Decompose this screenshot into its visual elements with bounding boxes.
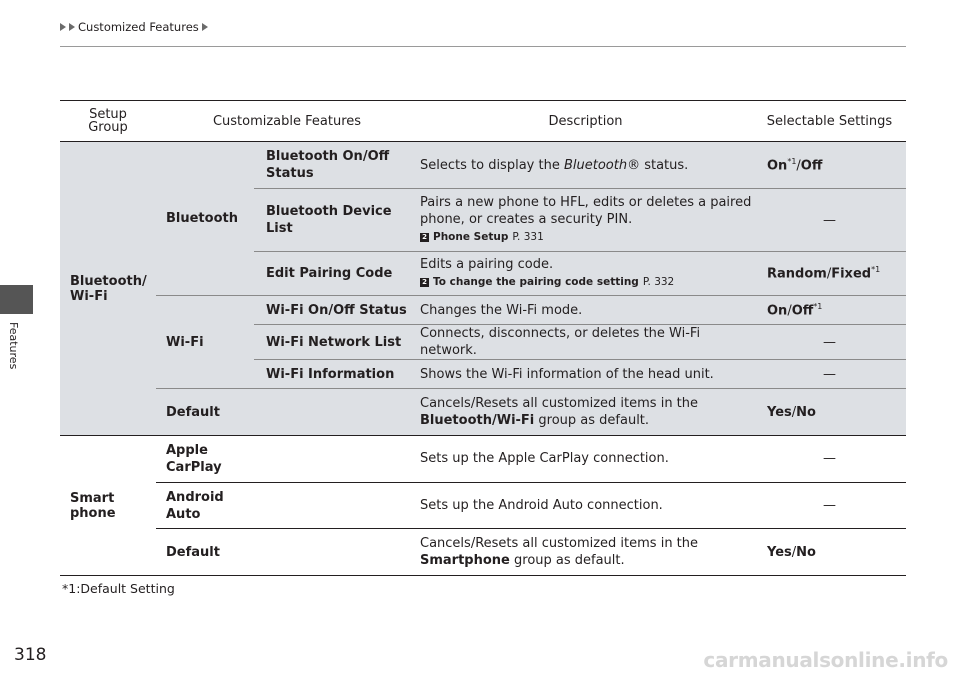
page-number: 318 (14, 645, 47, 665)
footnote: *1:Default Setting (62, 581, 175, 596)
setting-wifi-information: — (753, 360, 906, 389)
settings-table (60, 100, 906, 576)
desc-apple-carplay: Sets up the Apple CarPlay connection. (418, 436, 753, 483)
desc-smartphone-default: Cancels/Resets all customized items in the Smartphone group as default. (418, 529, 753, 576)
table-row (60, 436, 906, 483)
header-features: Customizable Features (156, 101, 418, 142)
arrow-icon (60, 23, 66, 31)
breadcrumb-section[interactable]: Customized Features (78, 20, 199, 34)
setting-edit-pairing-code: Random/Fixed$^{*1}$ (753, 252, 906, 296)
reference-icon: 2 (420, 233, 429, 242)
cross-reference[interactable]: 2 To change the pairing code setting P. 332 (420, 274, 753, 291)
table-row (60, 296, 906, 325)
header-description: Description (418, 101, 753, 142)
desc-wifi-onoff: Changes the Wi-Fi mode. (418, 296, 753, 325)
desc-wifi-information: Shows the Wi-Fi information of the head unit. (418, 360, 753, 389)
setting-wifi-onoff: On/Off$^{*1}$ (753, 296, 906, 325)
header-settings: Selectable Settings (753, 101, 906, 142)
feature-bt-device-list: Bluetooth Device List (254, 189, 418, 252)
arrow-icon (202, 23, 208, 31)
arrow-icon (69, 23, 75, 31)
setting-bt-device-list: — (753, 189, 906, 252)
side-label: Features (7, 322, 20, 370)
setting-apple-carplay: — (753, 436, 906, 483)
table-row (60, 529, 906, 576)
section-tab[interactable] (0, 285, 33, 314)
desc-default: Cancels/Resets all customized items in the Bluetooth/Wi-Fi group as default. (418, 389, 753, 436)
group-bluetooth-wifi: Bluetooth/ Wi-Fi (60, 142, 156, 436)
table-row (60, 483, 906, 529)
desc-bt-onoff: Selects to display the Bluetooth® status. (418, 142, 753, 189)
setting-wifi-network-list: — (753, 325, 906, 360)
feature-wifi: Wi-Fi (156, 296, 254, 389)
setting-android-auto: — (753, 483, 906, 529)
feature-apple-carplay: Apple CarPlay (156, 436, 418, 483)
table-header (60, 101, 906, 142)
desc-android-auto: Sets up the Android Auto connection. (418, 483, 753, 529)
desc-edit-pairing-code: Edits a pairing code. 2 To change the pairing code setting P. 332 (418, 252, 753, 296)
setting-bt-onoff: On$^{*1}$/Off (753, 142, 906, 189)
header-rule (60, 46, 906, 47)
feature-wifi-information: Wi-Fi Information (254, 360, 418, 389)
setting-default: Yes/No (753, 389, 906, 436)
feature-smartphone-default: Default (156, 529, 418, 576)
feature-wifi-network-list: Wi-Fi Network List (254, 325, 418, 360)
breadcrumb (60, 20, 208, 34)
reference-icon: 2 (420, 278, 429, 287)
feature-bt-onoff: Bluetooth On/Off Status (254, 142, 418, 189)
table-row (60, 142, 906, 189)
feature-wifi-onoff: Wi-Fi On/Off Status (254, 296, 418, 325)
cross-reference[interactable]: 2 Phone Setup P. 331 (420, 229, 753, 246)
header-setup-group: Setup Group (60, 101, 156, 142)
feature-default: Default (156, 389, 418, 436)
desc-bt-device-list: Pairs a new phone to HFL, edits or deletes a paired phone, or creates a security PIN. 2 Phone Setup P. 331 (418, 189, 753, 252)
feature-bluetooth: Bluetooth (156, 142, 254, 296)
group-smartphone: Smart phone (60, 436, 156, 576)
desc-wifi-network-list: Connects, disconnects, or deletes the Wi-Fi network. (418, 325, 753, 360)
setting-smartphone-default: Yes/No (753, 529, 906, 576)
watermark: carmanualsonline.info (703, 648, 948, 672)
table-row (60, 389, 906, 436)
feature-android-auto: Android Auto (156, 483, 418, 529)
feature-edit-pairing-code: Edit Pairing Code (254, 252, 418, 296)
